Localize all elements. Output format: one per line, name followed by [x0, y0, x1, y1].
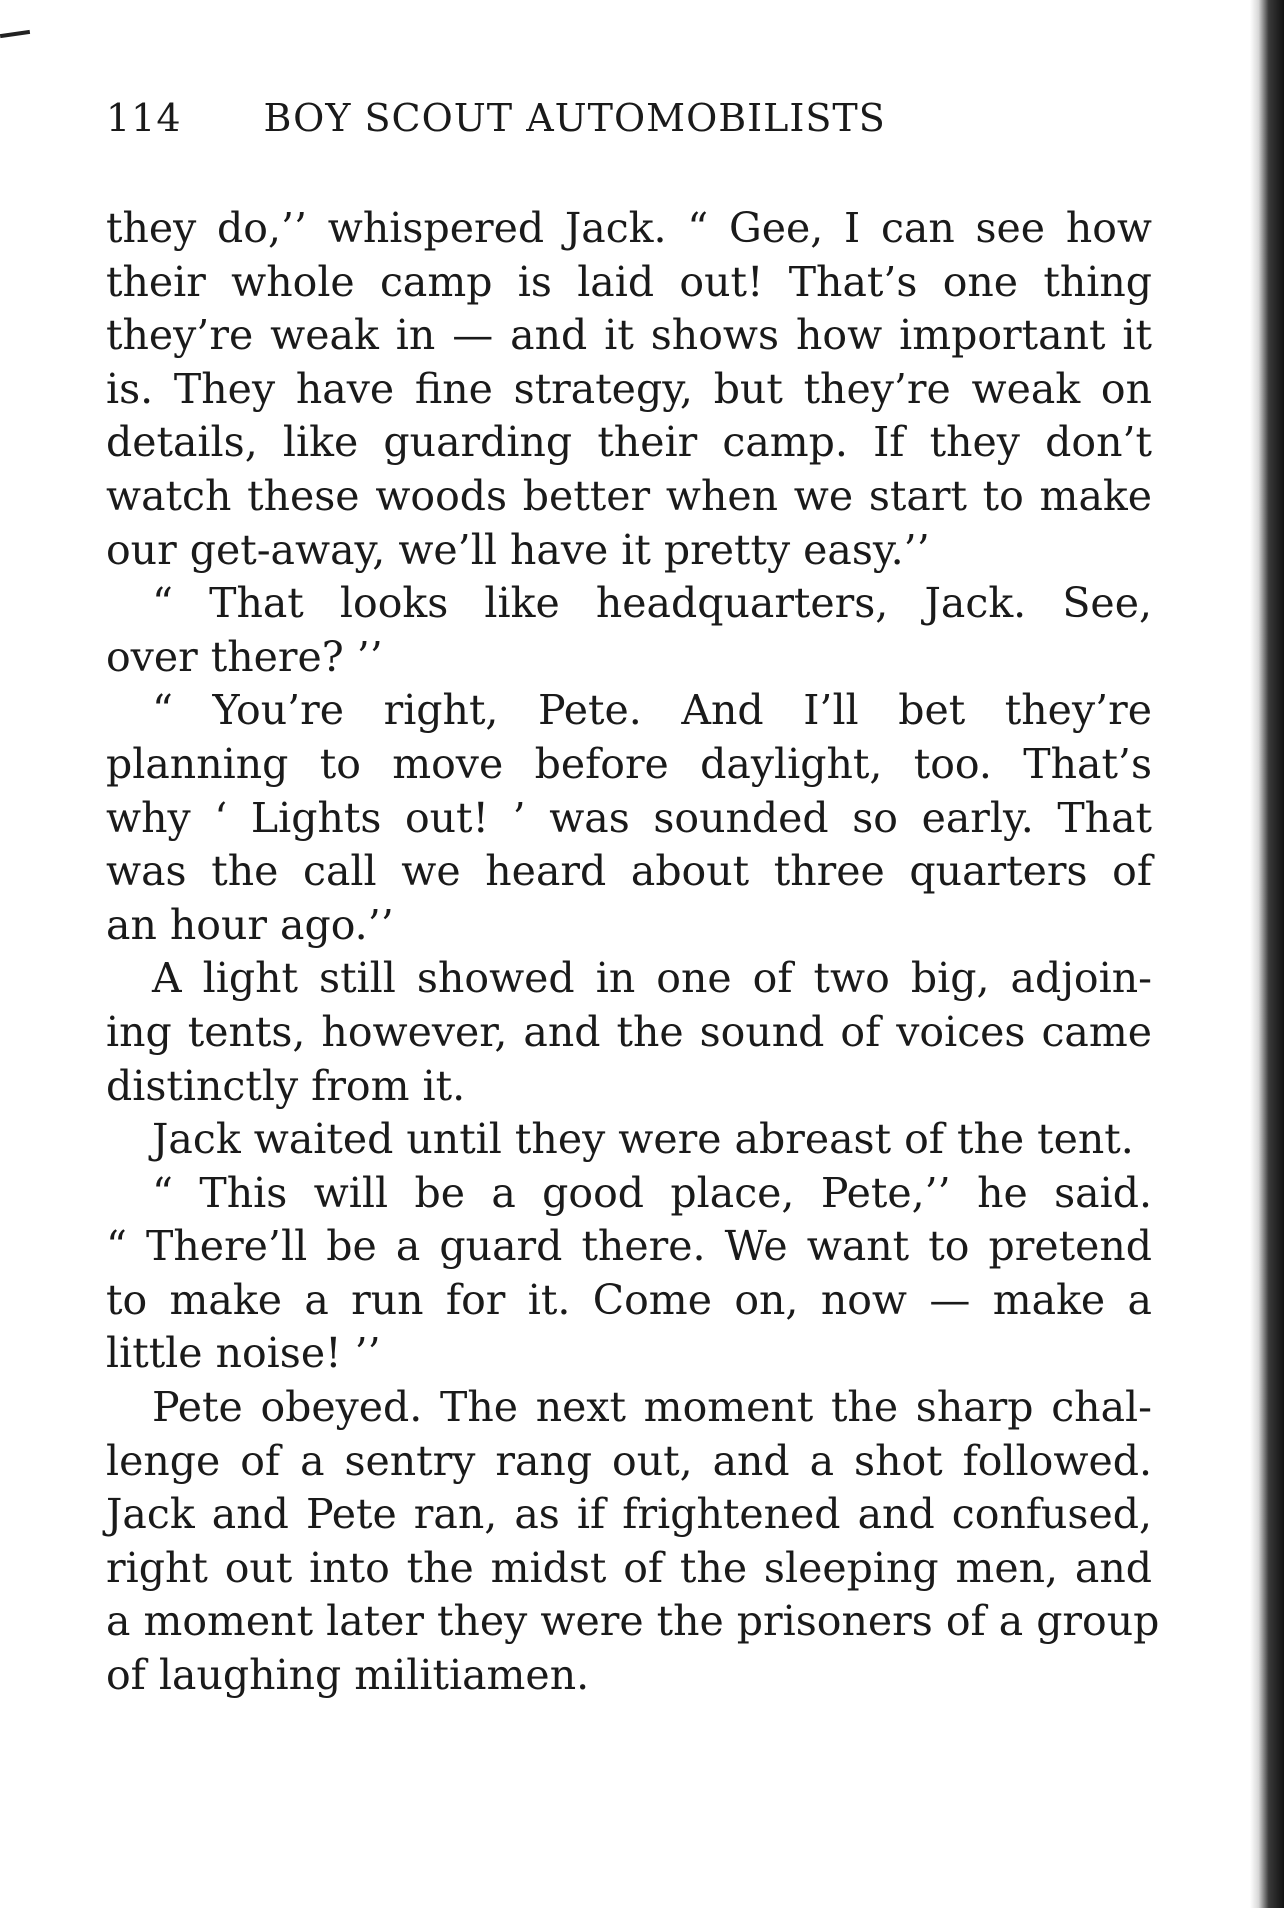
- page-binding-edge: [1250, 0, 1284, 1908]
- text-line: planning to move before daylight, too. That’s: [106, 739, 1152, 788]
- text-line: distinctly from it.: [106, 1061, 466, 1110]
- text-line: they do,’’ whispered Jack. “ Gee, I can see how: [106, 204, 1152, 252]
- page-number: 114: [106, 96, 182, 140]
- text-line: their whole camp is laid out! That’s one thing: [106, 257, 1152, 306]
- text-line: “ That looks like headquarters, Jack. See,: [152, 579, 1152, 628]
- text-line: an hour ago.’’: [106, 900, 394, 949]
- text-line: our get-away, we’ll have it pretty easy.’’: [106, 525, 930, 574]
- text-line: ing tents, however, and the sound of voices came: [106, 1007, 1152, 1056]
- text-line: “ This will be a good place, Pete,’’ he said.: [152, 1168, 1152, 1217]
- text-line: why ‘ Lights out! ’ was sounded so early. That: [106, 793, 1152, 842]
- text-line: of laughing militiamen.: [106, 1651, 590, 1700]
- text-line: right out into the midst of the sleeping men, and: [106, 1543, 1152, 1592]
- running-title: BOY SCOUT AUTOMOBILISTS: [263, 96, 886, 140]
- text-line: lenge of a sentry rang out, and a shot followed.: [106, 1436, 1152, 1485]
- text-line: Pete obeyed. The next moment the sharp chal-: [152, 1383, 1152, 1432]
- text-line: they’re weak in — and it shows how important it: [106, 311, 1152, 360]
- scan-mark: [0, 30, 30, 38]
- text-line: “ You’re right, Pete. And I’ll bet they’re: [152, 686, 1152, 735]
- text-line: a moment later they were the prisoners of a group: [106, 1597, 1160, 1646]
- text-line: details, like guarding their camp. If they don’t: [106, 418, 1152, 467]
- text-line: A light still showed in one of two big, adjoin-: [152, 954, 1152, 1003]
- text-line: watch these woods better when we start to make: [106, 471, 1152, 520]
- text-line: to make a run for it. Come on, now — make a: [106, 1275, 1152, 1324]
- text-line: Jack and Pete ran, as if frightened and confused,: [106, 1490, 1152, 1539]
- body-text: [106, 202, 1160, 1703]
- text-line: over there? ’’: [106, 632, 383, 681]
- text-line: is. They have fine strategy, but they’re weak on: [106, 364, 1152, 413]
- text-line: Jack waited until they were abreast of the tent.: [152, 1115, 1134, 1164]
- text-line: little noise! ’’: [106, 1329, 381, 1378]
- text-line: “ There’ll be a guard there. We want to pretend: [106, 1222, 1152, 1271]
- page-header: [106, 96, 1046, 140]
- text-line: was the call we heard about three quarters of: [106, 847, 1152, 896]
